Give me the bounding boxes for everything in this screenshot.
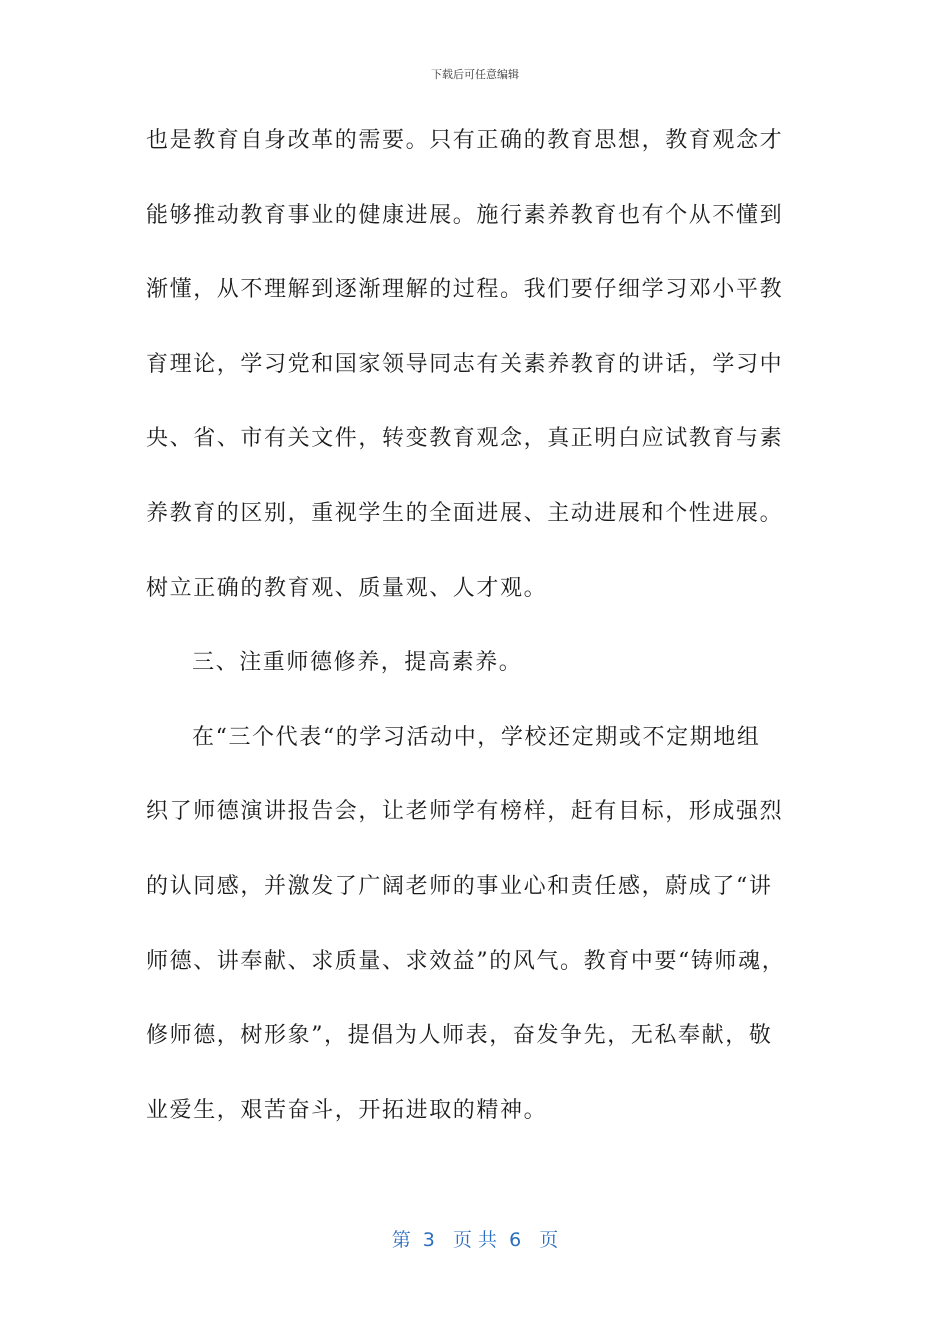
body-line: 修师德，树形象”，提倡为人师表，奋发争先，无私奉献，敬 — [146, 1023, 773, 1049]
body-line: 业爱生，艰苦奋斗，开拓进取的精神。 — [146, 1097, 548, 1123]
section-heading: 三、注重师德修养，提高素养。 — [192, 650, 523, 676]
body-line: 师德、讲奉献、求质量、求效益”的风气。教育中要“铸师魂， — [146, 948, 786, 974]
document-body — [146, 120, 806, 1164]
body-line: 能够推动教育事业的健康进展。施行素养教育也有个从不懂到 — [146, 202, 784, 228]
body-line: 在“三个代表“的学习活动中，学校还定期或不定期地组 — [192, 724, 761, 750]
body-line: 养教育的区别，重视学生的全面进展、主动进展和个性进展。 — [146, 500, 784, 526]
body-line: 树立正确的教育观、质量观、人才观。 — [146, 575, 548, 601]
page-number-footer: 第 3 页 共 6 页 — [391, 1229, 559, 1251]
body-line: 的认同感，并激发了广阔老师的事业心和责任感，蔚成了“讲 — [146, 873, 773, 899]
header-note: 下载后可任意编辑 — [431, 68, 519, 81]
body-line: 也是教育自身改革的需要。只有正确的教育思想，教育观念才 — [146, 128, 784, 153]
body-line: 育理论，学习党和国家领导同志有关素养教育的讲话，学习中 — [146, 351, 784, 377]
body-line: 央、省、市有关文件，转变教育观念，真正明白应试教育与素 — [146, 426, 784, 452]
body-line: 织了师德演讲报告会，让老师学有榜样，赶有目标，形成强烈 — [146, 799, 784, 825]
body-line: 渐懂，从不理解到逐渐理解的过程。我们要仔细学习邓小平教 — [146, 277, 784, 303]
